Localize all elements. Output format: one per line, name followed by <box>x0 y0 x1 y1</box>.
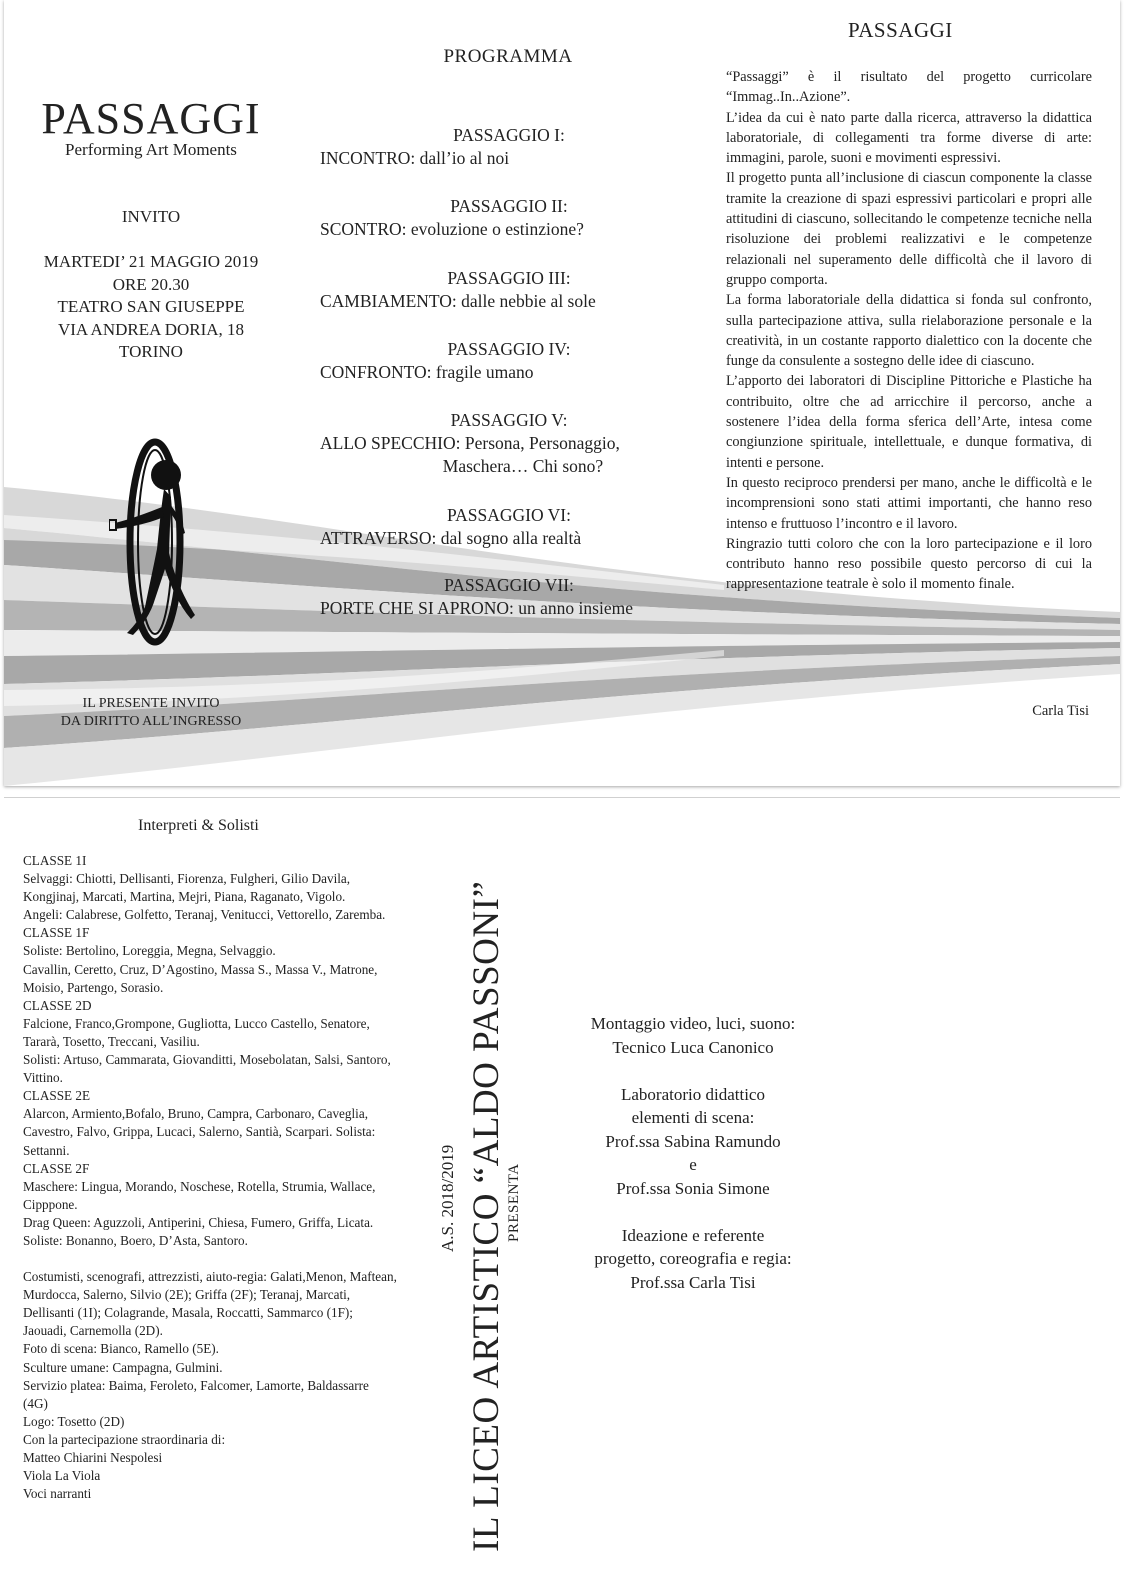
crew-line: Matteo Chiarini Nespolesi <box>23 1450 163 1465</box>
credit-ideazione <box>548 1224 838 1295</box>
dancer-in-ring-icon <box>109 437 209 647</box>
presentation-paragraph: In questo reciproco prendersi per mano, anche le difficoltà e le incomprensioni sono stati attimi importanti, che hanno reso intenso e fruttuoso l’incontro e il lavoro. <box>726 474 1092 532</box>
credit-role: elementi di scena: <box>631 1108 755 1127</box>
presentation-text <box>726 67 1092 595</box>
school-name: IL LICEO ARTISTICO “ALDO PASSONI” <box>466 880 507 1552</box>
cast-line: Alarcon, Armiento,Bofalo, Bruno, Campra, Carbonaro, Caveglia, Cavestro, Falvo, Grippa, Lucaci, Salerno, Santià, Scarpari. Solista: Settanni. <box>23 1106 376 1158</box>
passaggio-desc: CONFRONTO: fragile umano <box>320 362 534 382</box>
passaggio-desc-continued: Maschera… Chi sono? <box>442 456 604 476</box>
credit-name: Prof.ssa Carla Tisi <box>630 1272 756 1292</box>
cast-line: Maschere: Lingua, Morando, Noschese, Rotella, Strumia, Wallace, Cipppone. <box>23 1178 376 1212</box>
crew-line: Costumisti, scenografi, attrezzisti, aiuto-regia: Galati,Menon, Maftean, Murdocca, Salerno, Silvio (2E); Griffa (2F); Teranaj, Marcati, Dellisanti (1I); Colagrande, Masala, Roccatti, Sammarco (1F); Jaouadi, Carnemolla (2D). <box>23 1269 397 1339</box>
programma-item <box>320 574 696 620</box>
credit-conjunction: e <box>689 1155 697 1174</box>
credit-name: Prof.ssa Sabina Ramundo <box>605 1131 781 1151</box>
cast-line: CLASSE 2D <box>23 997 92 1013</box>
credit-role: Laboratorio didattico <box>621 1084 765 1104</box>
cast-line: CLASSE 2E <box>23 1088 91 1104</box>
event-time: ORE 20.30 <box>112 274 190 294</box>
cast-line: Drag Queen: Aguzzoli, Antiperini, Chiesa, Fumero, Griffa, Licata. <box>23 1214 374 1230</box>
cast-line: CLASSE 1I <box>23 853 87 868</box>
cast-line: Soliste: Bertolino, Loreggia, Megna, Selvaggio. <box>23 943 276 959</box>
passaggio-title: PASSAGGIO V: <box>450 410 568 430</box>
passaggio-title: PASSAGGIO II: <box>450 196 568 216</box>
event-city: TORINO <box>119 342 183 361</box>
passaggio-desc: SCONTRO: evoluzione o estinzione? <box>320 219 584 239</box>
presentation-heading: PASSAGGI <box>848 18 953 42</box>
production-credits <box>548 1012 838 1318</box>
presentation-paragraph: L’apporto dei laboratori di Discipline Pittoriche e Plastiche ha contribuito, oltre che ad arricchire il percorso, anche a sostenere l’idea della forma sferica dell’Arte, intesa come congiunzione spirituale, intellettuale, e dunque formativa, di intenti e persone. <box>726 373 1092 471</box>
invitation-outer-page <box>4 0 1120 786</box>
crew-line: Sculture umane: Campagna, Gulmini. <box>23 1359 223 1375</box>
passaggio-title: PASSAGGIO IV: <box>447 339 571 359</box>
event-address: VIA ANDREA DORIA, 18 <box>57 319 245 339</box>
event-details <box>4 251 298 364</box>
presents-label: PRESENTA <box>506 1163 522 1242</box>
credit-montaggio <box>548 1012 838 1059</box>
credit-role: progetto, coreografia e regia: <box>594 1249 792 1268</box>
passaggio-title: PASSAGGIO III: <box>447 268 571 288</box>
event-title: PASSAGGI <box>41 94 261 143</box>
presentation-paragraph: Ringrazio tutti coloro che con la loro partecipazione e il loro contributo hanno reso possibile questo percorso di cui la rappresentazione teatrale è solo il momento finale. <box>726 535 1092 593</box>
crew-line: Servizio platea: Baima, Feroleto, Falcomer, Lamorte, Baldassarre (4G) <box>23 1377 369 1411</box>
passaggio-desc: ATTRAVERSO: dal sogno alla realtà <box>320 528 582 548</box>
passaggio-title: PASSAGGIO VI: <box>447 505 571 525</box>
crew-line: Viola La Viola <box>23 1468 101 1484</box>
crew-line: Voci narranti <box>23 1486 92 1502</box>
presentation-paragraph: La forma laboratoriale della didattica si fonda sul confronto, sulla partecipazione attiva, sulla rielaborazione personale e la creatività, in un costante rapporto dialettico con la docente che funge da consulente a sostegno delle idee di ciascuno. <box>726 292 1092 370</box>
cast-line: CLASSE 1F <box>23 925 90 941</box>
passaggio-title: PASSAGGIO VII: <box>444 575 574 595</box>
programma-item <box>320 338 696 384</box>
passaggio-desc: PORTE CHE SI APRONO: un anno insieme <box>320 598 633 618</box>
presentation-paragraph: L’idea da cui è nato parte dalla ricerca, attraverso la didattica laboratoriale, di collegamenti tra forme diverse di arte: immagini, parole, suoni e movimenti espressivi. <box>726 109 1092 167</box>
cast-line: Falcione, Franco,Grompone, Gugliotta, Lucco Castello, Senatore, Tararà, Tosetto, Treccani, Vasiliu. <box>23 1015 370 1049</box>
cast-line: CLASSE 2F <box>23 1160 90 1176</box>
cast-line: Cavallin, Ceretto, Cruz, D’Agostino, Massa S., Massa V., Matrone, Moisio, Partengo, Sorasio. <box>23 961 378 995</box>
programma-item <box>320 409 696 478</box>
event-venue: TEATRO SAN GIUSEPPE <box>57 297 245 316</box>
spacer <box>23 1250 397 1268</box>
credit-laboratorio <box>548 1083 838 1201</box>
credit-name: Tecnico Luca Canonico <box>612 1037 774 1057</box>
event-subtitle: Performing Art Moments <box>65 140 237 159</box>
passaggio-desc: ALLO SPECCHIO: Persona, Personaggio, <box>320 433 620 453</box>
credit-role: Ideazione e referente <box>621 1225 765 1245</box>
passaggio-title: PASSAGGIO I: <box>453 125 565 145</box>
programma-heading: PROGRAMMA <box>443 46 573 67</box>
invito-label: INVITO <box>121 207 181 226</box>
programma-item <box>320 124 696 170</box>
credit-role: Montaggio video, luci, suono: <box>590 1014 796 1033</box>
programma-item <box>320 267 696 313</box>
credit-name: Prof.ssa Sonia Simone <box>616 1178 770 1198</box>
signature: Carla Tisi <box>1032 703 1089 719</box>
crew-line: Foto di scena: Bianco, Ramello (5E). <box>23 1341 219 1357</box>
programma-item <box>320 195 696 241</box>
cast-line: Angeli: Calabrese, Golfetto, Teranaj, Venitucci, Vettorello, Zaremba. <box>23 907 386 923</box>
programma-item <box>320 504 696 550</box>
passaggio-desc: INCONTRO: dall’io al noi <box>320 148 510 168</box>
cast-line: Solisti: Artuso, Cammarata, Giovanditti, Mosebolatan, Salsi, Santoro, Vittino. <box>23 1052 391 1086</box>
cast-line: Selvaggi: Chiotti, Dellisanti, Fiorenza, Fulgheri, Gilio Davila, Kongjinaj, Marcati, Martina, Mejri, Piana, Raganato, Vigolo. <box>23 871 351 905</box>
crew-line: Logo: Tosetto (2D) <box>23 1413 125 1429</box>
cast-list <box>23 852 397 1503</box>
passaggio-desc: CAMBIAMENTO: dalle nebbie al sole <box>320 291 596 311</box>
cast-heading: Interpreti & Solisti <box>138 817 259 834</box>
entry-notice-line: DA DIRITTO ALL’INGRESSO <box>60 714 242 729</box>
presentation-paragraph: Il progetto punta all’inclusione di ciascun componente la classe tramite la creazione di spazi espressivi particolari e propri alle attitudini di ciascuno, sollecitando le competenze tecniche nella risoluzione dei problemi realizzativi e le competenze relazionali nel superamento delle difficoltà che il lavoro di gruppo comporta. <box>726 170 1092 288</box>
entry-notice-line: IL PRESENTE INVITO <box>82 696 220 711</box>
event-date: MARTEDI’ 21 MAGGIO 2019 <box>43 252 259 271</box>
cast-line: Soliste: Bonanno, Boero, D’Asta, Santoro. <box>23 1232 248 1248</box>
presentation-paragraph: “Passaggi” è il risultato del progetto curricolare “Immag..In..Azione”. <box>726 69 1092 106</box>
entry-notice <box>4 695 298 731</box>
school-year: A.S. 2018/2019 <box>438 1144 457 1252</box>
crew-line: Con la partecipazione straordinaria di: <box>23 1431 226 1447</box>
